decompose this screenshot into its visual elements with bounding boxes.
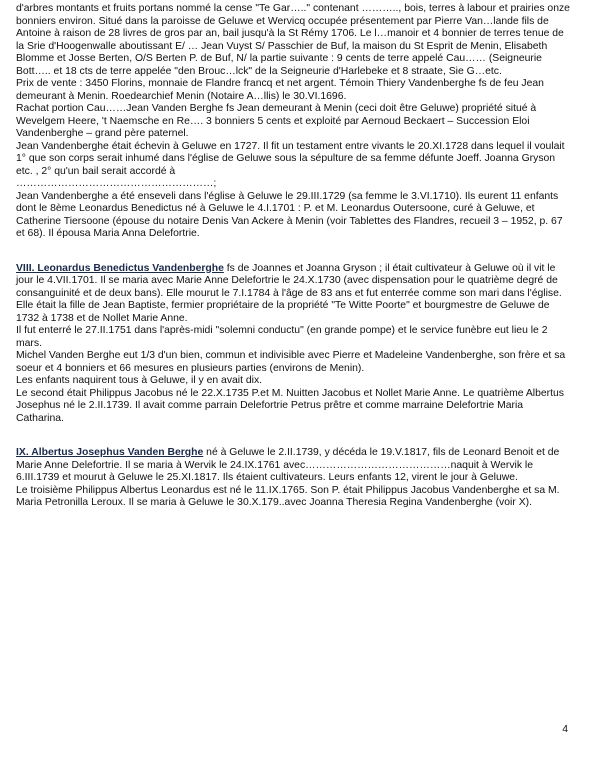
- section-vii-paragraph-6: Jean Vandenberghe a été enseveli dans l'église à Geluwe le 29.III.1729 (sa femme le 3.VI.1710). Ils eurent 11 enfants dont le 8ème Leonardus Benedictus né à Geluwe le 4.I.1701 : P. et M. Leonardus Outersoone, curé à Geluwe, et Catherine Tiersoone (épouse du notaire Denis Van Ackere à Menin (voir Tablettes des Flandres, recueil 3 – 1952, p. 67 et 68). Il épousa Maria Anna Delefortrie.: [16, 190, 563, 239]
- section-viii: [16, 263, 570, 426]
- section-vii-paragraph-1: d'arbres montants et fruits portans nommé la cense "Te Gar….." contenant ……….., bois, terres à labour et prairies onze bonniers environ. Situé dans la paroisse de Geluwe et Wervicq occupée présentement par Pierre Van…lande fils de Antoine à raison de 28 livres de gros par an, bail jusqu'à la St Rémy 1706. Le l…manoir et 4 bonnier de terres tenue de la Srie d'Hoogenwalle aboutissant E/ … Jean Vuyst S/ Passchier de Buf, la maison du St Esprit de Menin, Elisabeth Blomme et Josse Berten, O/S Berten P. de Buf, N/ la partie suivante : 9 cents de terre appelé Cau…… (Seigneurie Bott….. et 18 cts de terre appelée "den Brouc…lck" de la Seigneurie d'Harlebeke et 8 straate, Sie G…etc.: [16, 3, 570, 77]
- section-vii-paragraph-5: …………………………………………………;: [16, 178, 217, 189]
- section-vii: [16, 3, 570, 241]
- section-viii-paragraph-2: Michel Vanden Berghe eut 1/3 d'un bien, commun et indivisible avec Pierre et Madeleine Vandenberghe, son frère et sa soeur et 4 bonniers et 66 mesures en plusieurs parties (environs de Menin).: [16, 350, 566, 374]
- section-viii-heading: VIII. Leonardus Benedictus Vandenberghe: [16, 262, 224, 274]
- page-number: 4: [562, 724, 568, 735]
- section-ix-heading: IX. Albertus Josephus Vanden Berghe: [16, 447, 204, 458]
- section-viii-paragraph-1: Il fut enterré le 27.II.1751 dans l'après-midi "solemni conductu" (en grande pompe) et le service funèbre eut lieu le 2 mars.: [16, 325, 548, 349]
- section-ix-intro-text: né à Geluwe le 2.II.1739, y décéda le 19.V.1817, fils de Leonard Benoit et de Marie Anne Delefortrie. Il se maria à Wervik le 24.IX.1761 avec……………………………………naquit à Wervik le 6.III.1739 et mourut à Geluwe le 25.XI.1817. Ils étaient cultivateurs. Leurs enfants 12, virent le jour à Geluwe.: [16, 447, 560, 483]
- section-ix: [16, 447, 570, 510]
- section-vii-paragraph-3: Rachat portion Cau……Jean Vanden Berghe fs Jean demeurant à Menin (ceci doit être Geluwe) propriété situé à Wevelgem Heere, 't Naemsche en Re…. 3 bonniers 5 cents et exploité par Aernoud Beckaert – Succession Eloi Vandenberghe – grand père paternel.: [16, 103, 537, 139]
- section-ix-paragraph-1: Le troisième Philippus Albertus Leonardus est né le 11.IX.1765. Son P. était Philippus Jacobus Vandenberghe et sa M. Maria Petronilla Leroux. Il se maria à Geluwe le 30.X.179..avec Joanna Theresia Regina Vandenberghe (voir X).: [16, 484, 560, 508]
- section-gap: [16, 425, 570, 447]
- section-vii-paragraph-4: Jean Vandenberghe était échevin à Geluwe en 1727. Il fit un testament entre vivants le 20.XI.1728 dans lequel il voulait 1° que son corps serait inhumé dans l'église de Geluwe sous la sépulture de sa femme défunte Joeff. Joanna Gryson etc. , 2° qu'un bail serait accordé à: [16, 140, 565, 177]
- section-viii-intro: [16, 263, 570, 326]
- section-viii-paragraph-4: Le second était Philippus Jacobus né le 22.X.1735 P.et M. Nuitten Jacobus et Nollet Marie Anne. Le quatrième Albertus Josephus né le 2.II.1739. Il avait comme parrain Delefortrie Petrus prêtre et comme marraine Delefortrie Maria Catharina.: [16, 387, 564, 424]
- section-vii-paragraph-2: Prix de vente : 3450 Florins, monnaie de Flandre francq et net argent. Témoin Thiery Vandenberghe fs de feu Jean demeurant à Menin. Roedearchief Menin (Notaire A…llis) le 30.VI.1696.: [16, 78, 544, 102]
- section-ix-intro: [16, 447, 570, 485]
- section-viii-paragraph-3: Les enfants naquirent tous à Geluwe, il y en avait dix.: [16, 375, 263, 386]
- section-viii-intro-text: fs de Joannes et Joanna Gryson ; il était cultivateur à Geluwe où il vit le jour le 4.VII.1701. Il se maria avec Marie Anne Delefortrie le 24.X.1730 (avec dispensation pour le quatrième degré de consanguinité et de deux bans). Elle mourut le 7.I.1784 à l'âge de 83 ans et fut enterrée comme son mari dans l'église. Elle était la fille de Jean Baptiste, fermier propriétaire de la propriété "Te Witte Poorte" et bourgmestre de Geluwe de 1732 à 1738 et de Nollet Marie Anne.: [16, 262, 562, 324]
- section-gap: [16, 241, 570, 263]
